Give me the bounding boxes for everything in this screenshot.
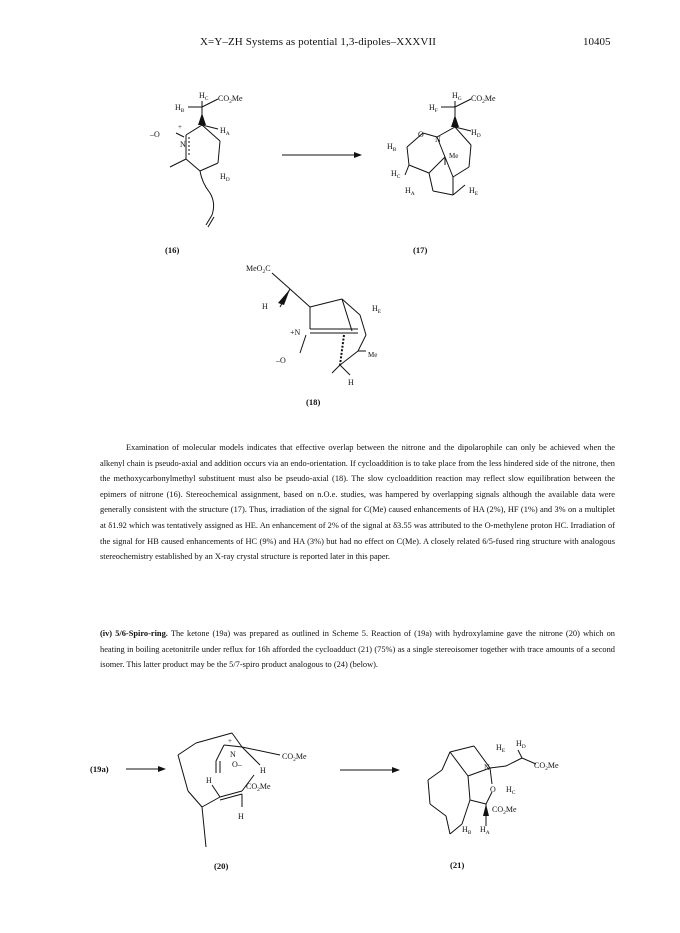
structure-16-co2me: $CO_2Me$ <box>218 94 243 105</box>
structure-17-hd: $H_D$ <box>471 128 481 139</box>
structure-16 <box>140 85 270 265</box>
structure-18-me: Me <box>368 351 378 359</box>
compound-18-label: (18) <box>306 397 321 407</box>
paragraph-2-text: The ketone (19a) was prepared as outlined in Scheme 5. Reaction of (19a) with hydroxylamine gave the nitrone (20) which on heating in boiling acetonitrile under reflux for 16h afforded the cycloadduct (21) (75%) as a single stereoisomer together with trace amounts of a second isomer. This latter product may be the 5/7-spiro product analogous to (24) (below). <box>100 629 615 670</box>
page-number: 10405 <box>583 36 611 48</box>
paragraph-1: Examination of molecular models indicates that effective overlap between the nitrone and the dipolarophile can only be achieved when the alkenyl chain is pseudo-axial and addition occurs via an endo-orientation. If cycloaddition is to take place from the less hindered side of the nitrone, then the methoxycarbonylmethyl substituent must also be pseudo-axial (18). The slow cycloaddition reaction may reflect slow equilibration between the epimers of nitrone (16). Stereochemical assignment, based on n.O.e. studies, was hampered by overlapping signals although the available data were generally consistent with the structure (17). Thus, irradiation of the signal for C(Me) caused enhancements of HA (2%), HF (1%) and 3% on a multiplet at δ1.92 which was tentatively assigned as HE. An enhancement of 2% of the signal at δ3.55 was attributed to the O-methylene proton HC. Irradiation of the signal for HB caused enhancements of HC (9%) and HA (3%) but had no effect on C(Me). A closely related 6/5-fused ring structure with analogous stereochemistry established by an X-ray crystal structure is reported later in this paper. <box>100 443 615 562</box>
structure-20-n: N <box>230 750 236 759</box>
structure-21-hb: $H_B$ <box>462 825 472 836</box>
reaction-arrow-1 <box>282 150 362 160</box>
structure-18 <box>240 255 410 415</box>
compound-20-label: (20) <box>214 861 229 871</box>
structure-17-co2me: $CO_2Me$ <box>471 94 496 105</box>
reactant-19a-label: (19a) <box>90 764 109 774</box>
structure-21-o: O <box>490 785 496 794</box>
structure-16-ha: $H_A$ <box>220 126 230 137</box>
structure-20-plus: + <box>228 737 232 745</box>
structure-17-hb: $H_B$ <box>387 142 397 153</box>
reactant-19a <box>90 760 170 780</box>
structure-17-hg: $H_G$ <box>452 91 462 102</box>
structure-21-co2me: $CO_2Me$ <box>534 761 559 772</box>
compound-16-label: (16) <box>165 245 180 255</box>
page-header <box>0 36 680 52</box>
reaction-arrow-2 <box>340 765 400 775</box>
structure-20-h-bottom: H <box>238 812 244 821</box>
structure-20-co2me2: $CO_2Me$ <box>246 782 271 793</box>
structure-16-hc: $H_C$ <box>199 91 209 102</box>
paragraph-2 <box>100 626 615 673</box>
structure-16-hd: $H_D$ <box>220 172 230 183</box>
section-heading: (iv) 5/6-Spiro-ring. <box>100 629 168 638</box>
structure-17-o: O <box>418 130 424 139</box>
compound-17-label: (17) <box>413 245 428 255</box>
structure-20-o-minus: O– <box>232 760 242 769</box>
structure-17-ha: $H_A$ <box>405 186 415 197</box>
structure-17-hf: $H_F$ <box>429 103 438 114</box>
structure-17-hc: $H_C$ <box>391 169 401 180</box>
structure-20-h-right: H <box>260 766 266 775</box>
structure-18-h-left: H <box>262 302 268 311</box>
structure-18-meo2c: MeO$_2$C <box>246 264 271 275</box>
structure-20-h-left: H <box>206 776 212 785</box>
structure-16-hb: $H_B$ <box>175 103 185 114</box>
structure-18-bonds <box>272 273 366 375</box>
structure-18-he: $H_E$ <box>372 304 382 315</box>
structure-17-n: N <box>435 135 441 144</box>
structure-21-hd: $H_D$ <box>516 739 526 750</box>
running-title: X=Y–ZH Systems as potential 1,3-dipoles–XXXVII <box>200 36 436 48</box>
structure-17 <box>365 85 525 265</box>
structure-18-o-minus: –O <box>276 356 286 365</box>
structure-16-plus: + <box>178 123 182 131</box>
structure-16-bonds <box>170 99 220 227</box>
structure-18-h-bottom: H <box>348 378 354 387</box>
structure-21-he: $H_E$ <box>496 743 506 754</box>
structure-21-ha: $H_A$ <box>480 825 490 836</box>
structure-17-me: Me <box>449 152 459 160</box>
structure-21-bonds <box>428 746 536 834</box>
structure-16-n: N <box>180 140 186 149</box>
structure-16-o-minus: –O <box>150 130 160 139</box>
structure-17-bonds <box>405 99 471 195</box>
structure-21-n: N <box>484 763 490 772</box>
structure-20-co2me: $CO_2Me$ <box>282 752 307 763</box>
structure-17-he: $H_E$ <box>469 186 479 197</box>
structure-21-co2me2: $CO_2Me$ <box>492 805 517 816</box>
compound-21-label: (21) <box>450 860 465 870</box>
structure-21 <box>410 720 570 880</box>
structure-18-n: +N <box>290 328 301 337</box>
structure-21-hc: $H_C$ <box>506 785 516 796</box>
structure-20 <box>172 715 342 875</box>
